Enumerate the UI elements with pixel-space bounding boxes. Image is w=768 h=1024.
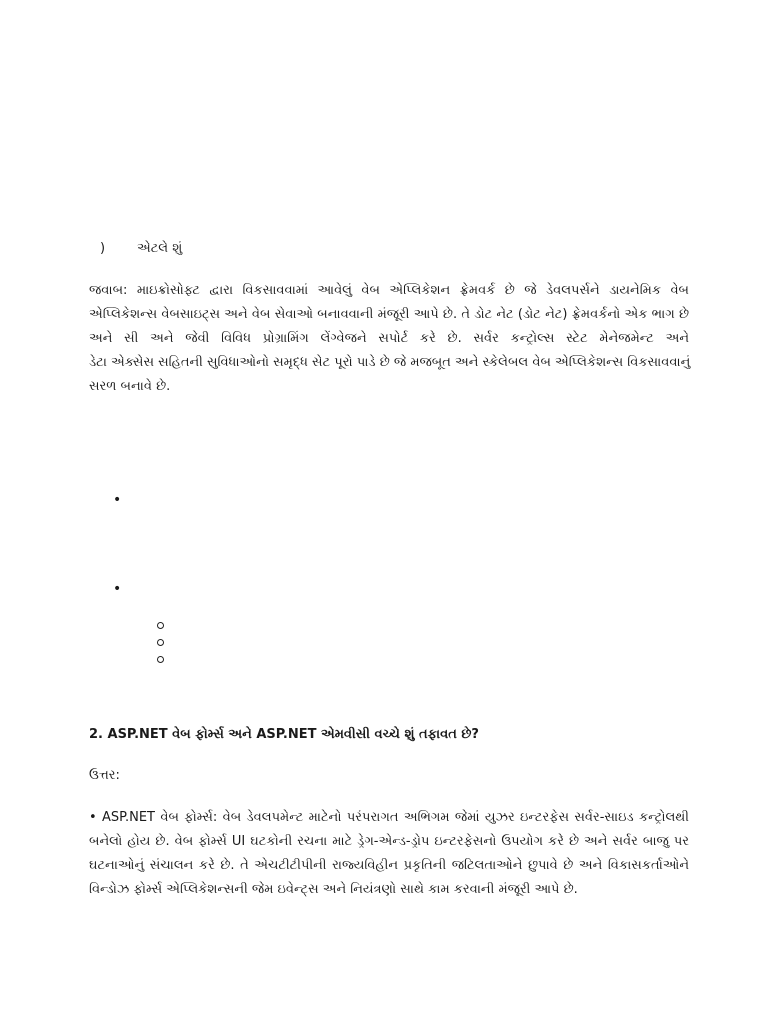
question-1-number-paren: ) <box>100 241 106 256</box>
bullet-marker-1: • <box>113 492 122 508</box>
bullet-marker-2: • <box>113 581 122 597</box>
answer-2-label: ઉત્તર: <box>89 768 120 783</box>
answer-1-line-1: જવાબ: માઇક્રોસોફ્ટ દ્વારા વિકસાવવામાં આવેલું વેબ એપ્લિકેશન ફ્રેમવર્ક છે જે ડેવલપર્સને ડાયનેમિક વેબ <box>89 283 689 298</box>
answer-2-line-1: • ASP.NET વેબ ફોર્મ્સ: વેબ ડેવલપમેન્ટ માટેનો પરંપરાગત અભિગમ જેમાં યુઝર ઇન્ટરફેસ સર્વર-સાઇડ કન્ટ્રોલથી <box>89 810 689 825</box>
answer-2-line-2: બનેલો હોય છે. વેબ ફોર્મ્સ UI ઘટકોની રચના માટે ડ્રેગ-એન્ડ-ડ્રોપ ઇન્ટરફેસનો ઉપયોગ કરે છે અને સર્વર બાજુ પર <box>89 834 689 849</box>
answer-1-line-3: અને સી અને જેવી વિવિધ પ્રોગ્રામિંગ લેંગ્વેજને સપોર્ટ કરે છે. સર્વર કન્ટ્રોલ્સ સ્ટેટ મેનેજમેન્ટ અને <box>89 331 689 346</box>
sub-bullet-circle-icon-3 <box>157 656 164 663</box>
answer-1-line-5: સરળ બનાવે છે. <box>89 379 171 394</box>
answer-2-line-4: વિન્ડોઝ ફોર્મ્સ એપ્લિકેશન્સની જેમ ઇવેન્ટ્સ અને નિયંત્રણો સાથે કામ કરવાની મંજૂરી આપે છે. <box>89 882 578 897</box>
sub-bullet-circle-icon-1 <box>157 622 164 629</box>
question-2-heading: 2. ASP.NET વેબ ફોર્મ્સ અને ASP.NET એમવીસી વચ્ચે શું તફાવત છે? <box>89 727 479 742</box>
question-1-title: એટલે શું <box>137 241 183 256</box>
answer-1-line-4: ડેટા એક્સેસ સહિતની સુવિધાઓનો સમૃદ્ધ સેટ પૂરો પાડે છે જે મજબૂત અને સ્કેલેબલ વેબ એપ્લિકેશન્સ વિકસાવવાનું <box>89 355 691 370</box>
answer-2-line-3: ઘટનાઓનું સંચાલન કરે છે. તે એચટીટીપીની રાજ્યવિહીન પ્રકૃતિની જટિલતાઓને છુપાવે છે અને વિકાસકર્તાઓને <box>89 858 689 873</box>
answer-1-line-2: એપ્લિકેશન્સ વેબસાઇટ્સ અને વેબ સેવાઓ બનાવવાની મંજૂરી આપે છે. તે ડોટ નેટ (ડોટ નેટ) ફ્રેમવર્કનો એક ભાગ છે <box>89 307 689 322</box>
sub-bullet-circle-icon-2 <box>157 639 164 646</box>
